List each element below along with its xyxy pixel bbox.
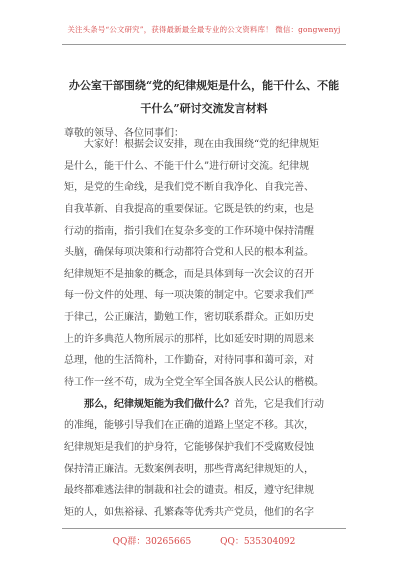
body-line xyxy=(64,394,354,416)
body-line-text: 矩的人，如焦裕禄、孔繁森等优秀共产党员，他们的名字 xyxy=(64,506,314,518)
body-line xyxy=(64,372,354,394)
body-line xyxy=(64,307,354,329)
body-line-text: 最终都难逃法律的制裁和社会的谴责。相反，遵守纪律规 xyxy=(64,485,314,497)
body-line xyxy=(64,415,354,437)
header-divider xyxy=(62,44,346,45)
body-line xyxy=(64,134,354,156)
body-line xyxy=(64,350,354,372)
body-line-text: 纪律规矩是我们的护身符，它能够保护我们不受腐败侵蚀 xyxy=(64,441,314,453)
footer-divider xyxy=(62,528,346,529)
body-line xyxy=(64,177,354,199)
body-line xyxy=(64,242,354,264)
body-line xyxy=(64,437,354,459)
body-line-text: 上的许多典范人物所展示的那样，比如延安时期的周恩来 xyxy=(64,333,314,345)
body-line xyxy=(64,480,354,502)
body-line xyxy=(64,199,354,221)
body-line-emphasis: 那么，纪律规矩能为我们做什么？ xyxy=(84,398,234,410)
body-line xyxy=(64,264,354,286)
body-line xyxy=(64,221,354,243)
document-title xyxy=(60,74,348,120)
document-body xyxy=(64,134,354,524)
body-line-text: 首先，它是我们行动 xyxy=(234,398,324,410)
body-line-text: 每一份文件的处理、每一项决策的制定中。它要求我们严 xyxy=(64,290,314,302)
body-line xyxy=(64,329,354,351)
body-line-text: 矩，是党的生命线，是我们党不断自我净化、自我完善、 xyxy=(64,182,314,194)
title-line-1: 办公室干部围绕“党的纪律规矩是什么，能干什么、不能 xyxy=(68,79,340,92)
salutation: 尊敬的领导、各位同事们： xyxy=(64,128,184,139)
body-line xyxy=(64,156,354,178)
footer-qq-group: QQ群：30265665 xyxy=(112,537,192,547)
footer-qq: QQ：535304092 xyxy=(220,537,296,547)
title-line-2: 干什么”研讨交流发言材料 xyxy=(140,102,268,115)
body-line-text: 的准绳，能够引导我们在正确的道路上坚定不移。其次， xyxy=(64,420,314,432)
body-line-text: 待工作一丝不苟，成为全党全军全国各族人民公认的楷模。 xyxy=(64,377,324,389)
body-line-text: 保持清正廉洁。无数案例表明，那些背离纪律规矩的人， xyxy=(64,463,314,475)
body-line-text: 总理，他的生活简朴，工作勤奋，对待同事和蔼可亲，对 xyxy=(64,355,314,367)
body-line-text: 纪律规矩不是抽象的概念，而是具体到每一次会议的召开 xyxy=(64,268,314,280)
body-line-text: 行动的指南，指引我们在复杂多变的工作环境中保持清醒 xyxy=(64,225,314,237)
footer-contact xyxy=(0,534,408,547)
body-line xyxy=(64,459,354,481)
body-line-text: 大家好！根据会议安排，现在由我围绕“党的纪律规矩 xyxy=(84,139,320,150)
body-line xyxy=(64,285,354,307)
body-line xyxy=(64,502,354,524)
body-line-text: 于律己，公正廉洁，勤勉工作，密切联系群众。正如历史 xyxy=(64,312,314,324)
body-line-text: 是什么，能干什么、不能干什么”进行研讨交流。纪律规 xyxy=(64,160,310,172)
body-line-text: 自我革新、自我提高的重要保证。它既是铁的约束，也是 xyxy=(64,203,314,215)
header-note: 关注头条号“公文研究”，获得最新最全最专业的公文资料库！ 微信：gongwenyj xyxy=(67,25,341,34)
body-line-text: 头脑，确保每项决策和行动都符合党和人民的根本利益。 xyxy=(64,247,314,259)
